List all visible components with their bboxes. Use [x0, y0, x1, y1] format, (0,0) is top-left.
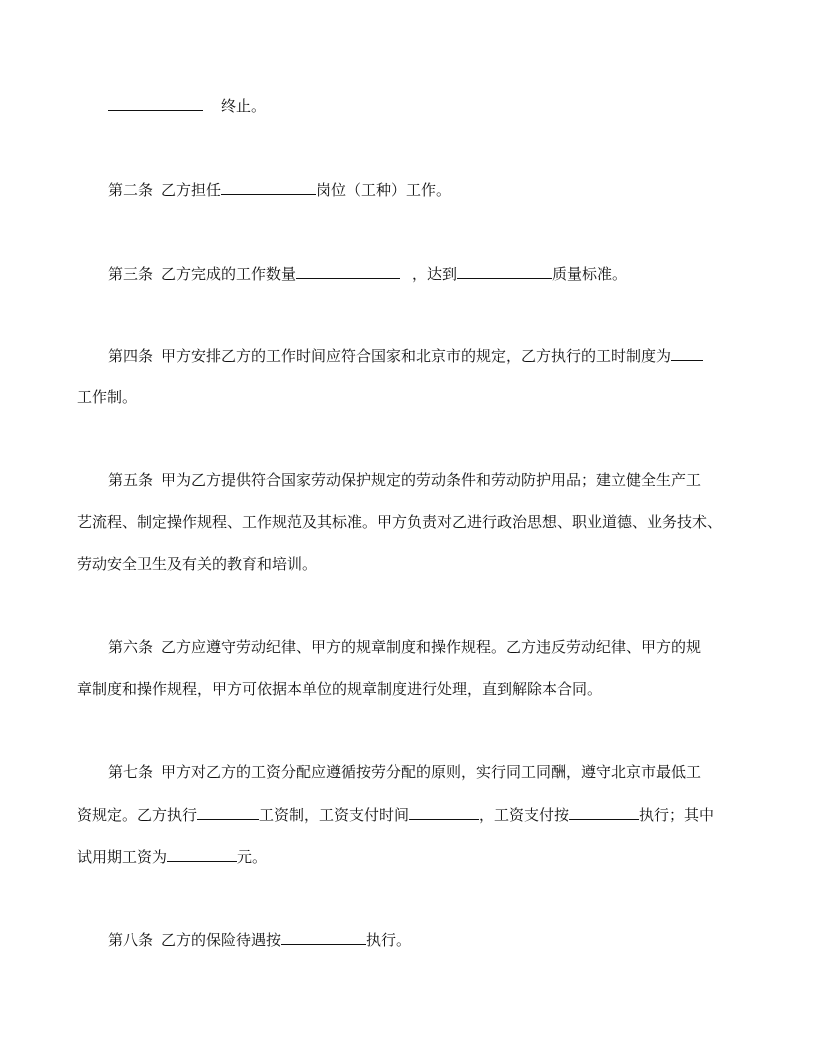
clause-4-text-2: 工作制。 — [77, 388, 138, 406]
clause-5-line-1 — [108, 470, 701, 490]
clause-5-line-2 — [77, 512, 722, 532]
clause-5-line-3 — [77, 554, 317, 574]
clause-4-line-1 — [108, 345, 703, 366]
clause-7-text-3b: 元。 — [237, 848, 268, 866]
blank-line — [671, 345, 703, 361]
clause-3-after: 质量标准。 — [552, 265, 628, 283]
clause-8-line — [108, 929, 411, 950]
clause-6-line-1 — [108, 637, 701, 657]
clause-3-middle: ，达到 — [412, 265, 458, 283]
clause-6-line-2 — [77, 679, 602, 699]
clause-7-line-2 — [77, 804, 714, 825]
clause-7-line-1 — [108, 762, 701, 782]
clause-4-line-2 — [77, 387, 137, 407]
clause-5-text-3: 劳动安全卫生及有关的教育和培训。 — [77, 555, 318, 573]
clause-8-after: 执行。 — [366, 931, 412, 949]
clause-2-head: 第二条 — [108, 181, 154, 199]
blank-line — [167, 846, 237, 862]
clause-3-line — [108, 263, 627, 284]
clause-4-head: 第四条 — [108, 347, 154, 365]
clause-8-before: 乙方的保险待遇按 — [161, 931, 282, 949]
clause-8-head: 第八条 — [108, 931, 154, 949]
blank-line — [457, 263, 552, 279]
clause-2-before: 乙方担任 — [161, 181, 222, 199]
clause-7-head: 第七条 — [108, 763, 154, 781]
clause-7-text-3a: 试用期工资为 — [77, 848, 168, 866]
clause-2-line — [108, 179, 451, 200]
blank-line — [108, 95, 203, 111]
clause-5-text-1: 甲为乙方提供符合国家劳动保护规定的劳动条件和劳动防护用品；建立健全生产工 — [161, 471, 702, 489]
clause-2-after: 岗位（工种）工作。 — [316, 181, 452, 199]
clause-7-text-1: 甲方对乙方的工资分配应遵循按劳分配的原则，实行同工同酬，遵守北京市最低工 — [161, 763, 702, 781]
clause-7-text-2a: 资规定。乙方执行 — [77, 806, 198, 824]
clause-1-end-text: 终止。 — [221, 97, 267, 115]
clause-3-before: 乙方完成的工作数量 — [161, 265, 297, 283]
clause-3-head: 第三条 — [108, 265, 154, 283]
clause-6-text-1: 乙方应遵守劳动纪律、甲方的规章制度和操作规程。乙方违反劳动纪律、甲方的规 — [161, 638, 702, 656]
blank-line — [409, 804, 479, 820]
clause-7-line-3 — [77, 846, 267, 867]
clause-4-text-1: 甲方安排乙方的工作时间应符合国家和北京市的规定，乙方执行的工时制度为 — [161, 347, 672, 365]
clause-6-text-2: 章制度和操作规程，甲方可依据本单位的规章制度进行处理，直到解除本合同。 — [77, 680, 603, 698]
blank-line — [296, 263, 400, 279]
clause-1-end-line — [108, 95, 266, 116]
clause-7-text-2c: ，工资支付按 — [479, 806, 570, 824]
clause-6-head: 第六条 — [108, 638, 154, 656]
clause-5-text-2: 艺流程、制定操作规程、工作规范及其标准。甲方负责对乙进行政治思想、职业道德、业务技术、 — [77, 513, 723, 531]
clause-5-head: 第五条 — [108, 471, 154, 489]
clause-7-text-2d: 执行；其中 — [639, 806, 715, 824]
blank-line — [281, 929, 366, 945]
clause-7-text-2b: 工资制，工资支付时间 — [259, 806, 410, 824]
blank-line — [221, 179, 316, 195]
blank-line — [197, 804, 259, 820]
blank-line — [569, 804, 639, 820]
